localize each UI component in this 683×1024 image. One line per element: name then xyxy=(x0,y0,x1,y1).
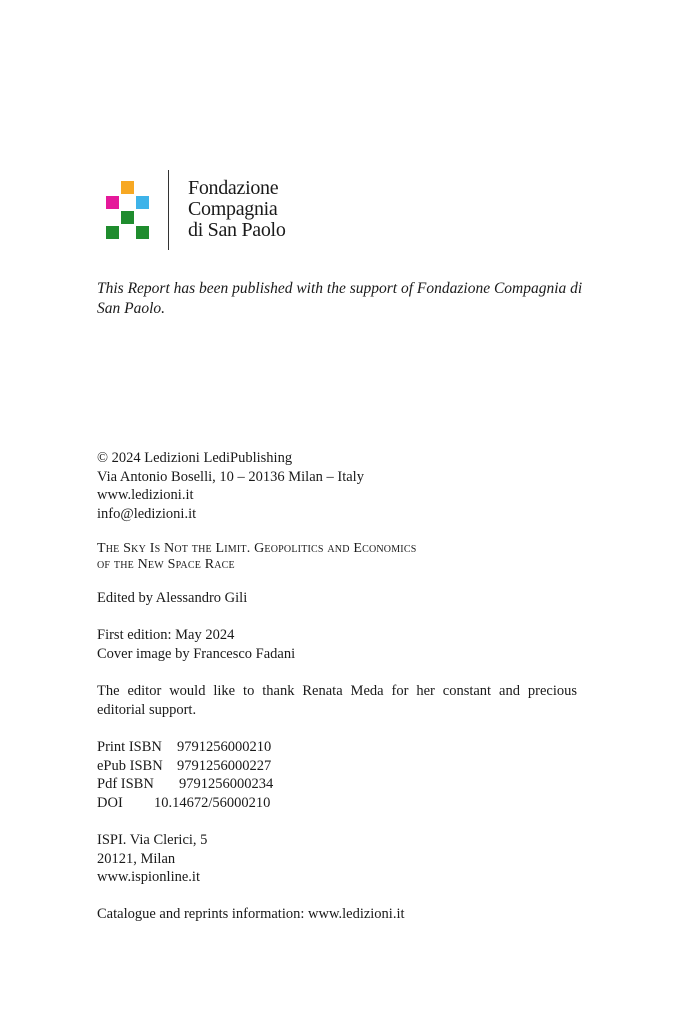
first-edition: First edition: May 2024 xyxy=(97,627,235,643)
logo-square-green-right xyxy=(136,226,149,239)
publisher-address: Via Antonio Boselli, 10 – 20136 Milan – Italy xyxy=(97,468,364,485)
logo-wordmark xyxy=(188,178,286,241)
identifier-label: Print ISBN xyxy=(97,739,162,755)
ispi-address-line-2: 20121, Milan xyxy=(97,850,176,867)
thanks-block xyxy=(97,682,577,719)
edition-block xyxy=(97,626,295,663)
identifiers-block xyxy=(97,738,273,812)
identifier-value: 9791256000210 xyxy=(177,739,272,755)
identifier-row xyxy=(97,738,273,757)
identifier-label: ePub ISBN xyxy=(97,757,163,774)
identifier-label: Pdf ISBN xyxy=(97,776,154,792)
logo-square-green-left xyxy=(106,226,119,239)
publisher-block xyxy=(97,449,364,523)
identifier-value: 10.14672/56000210 xyxy=(154,794,271,811)
logo-square-blue xyxy=(136,196,149,209)
ispi-website: www.ispionline.it xyxy=(97,869,200,885)
logo-line-2: Compagnia xyxy=(188,198,278,220)
identifier-value: 9791256000234 xyxy=(179,776,274,792)
identifier-row xyxy=(97,757,273,776)
book-title xyxy=(97,541,416,573)
fondazione-logo xyxy=(106,170,306,252)
catalogue-line: Catalogue and reprints information: www.ledizioni.it xyxy=(97,906,405,922)
logo-square-magenta xyxy=(106,196,119,209)
logo-line-1: Fondazione xyxy=(188,177,279,199)
identifier-row xyxy=(97,794,273,813)
ispi-address-line-1: ISPI. Via Clerici, 5 xyxy=(97,832,208,848)
book-title-line-1: The Sky Is Not the Limit. Geopolitics and Economics xyxy=(97,541,417,556)
identifier-value: 9791256000227 xyxy=(177,757,272,774)
support-note: This Report has been published with the support of Fondazione Compagnia di San Paolo. xyxy=(97,280,583,317)
copyright-line: © 2024 Ledizioni LediPublishing xyxy=(97,450,293,466)
publisher-website: www.ledizioni.it xyxy=(97,487,194,503)
logo-square-green-center xyxy=(121,211,134,224)
identifier-row xyxy=(97,775,273,794)
editor-line: Edited by Alessandro Gili xyxy=(97,590,248,606)
logo-divider xyxy=(168,170,169,250)
thanks-text: The editor would like to thank Renata Meda for her constant and precious editorial support. xyxy=(97,683,577,718)
publisher-email: info@ledizioni.it xyxy=(97,505,197,522)
identifier-label: DOI xyxy=(97,794,123,811)
logo-line-3: di San Paolo xyxy=(188,219,286,241)
logo-square-orange xyxy=(121,181,134,194)
book-title-line-2: of the New Space Race xyxy=(97,557,235,572)
cover-image-credit: Cover image by Francesco Fadani xyxy=(97,645,296,662)
ispi-block xyxy=(97,831,207,887)
